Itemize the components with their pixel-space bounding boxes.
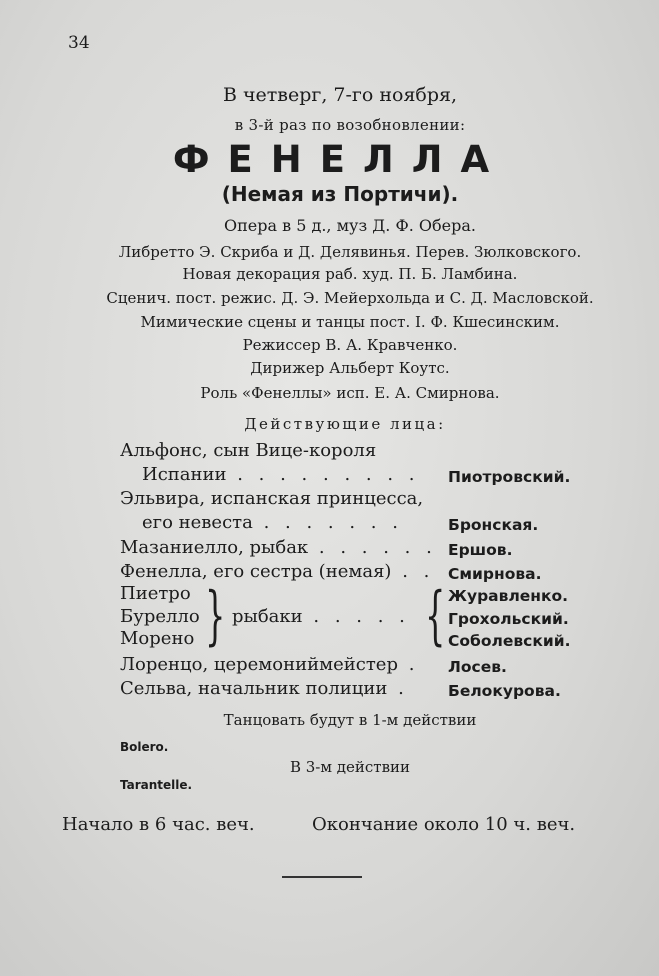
- dot-leader: .: [387, 678, 409, 699]
- dance-act3-line: В 3-м действии: [289, 758, 411, 776]
- revival-line: в 3-й раз по возобновлении:: [234, 116, 466, 134]
- cast-role-elvira-text: его невеста: [142, 512, 253, 533]
- credit-decor: Новая декорация раб. худ. П. Б. Ламбина.: [182, 265, 518, 283]
- dot-leader: . . . . . .: [308, 537, 437, 558]
- cast-role-fishermen-text: рыбаки: [232, 606, 303, 627]
- cast-actor-masaniello: Ершов.: [448, 541, 513, 559]
- cast-role-pietro: Пиетро: [120, 583, 191, 604]
- dance-act3-name: Tarantelle.: [120, 778, 193, 792]
- credit-opera: Опера в 5 д., муз Д. Ф. Обера.: [224, 216, 476, 235]
- cast-role-selva-text: Сельва, начальник полиции: [120, 678, 388, 699]
- cast-actor-lorenzo: Лосев.: [448, 658, 507, 676]
- dance-act1-line: Танцовать будут в 1-м действии: [223, 711, 477, 729]
- cast-heading: Действующие лица:: [244, 415, 446, 433]
- cast-actor-moreno: Соболевский.: [448, 632, 571, 650]
- cast-role-masaniello-text: Мазаниелло, рыбак: [120, 537, 309, 558]
- brace-right: {: [425, 579, 446, 653]
- cast-role-fenella-text: Фенелла, его сестра (немая): [120, 561, 392, 582]
- cast-role-moreno: Морено: [120, 628, 195, 649]
- cast-role-lorenzo-text: Лоренцо, церемониймейстер: [120, 654, 398, 675]
- dot-leader: . . . . . . .: [252, 512, 403, 533]
- credit-conductor: Дирижер Альберт Коутс.: [250, 359, 450, 377]
- opera-subtitle: (Немая из Портичи).: [221, 182, 459, 206]
- cast-actor-fenella: Смирнова.: [448, 565, 542, 583]
- credit-staging: Сценич. пост. режис. Д. Э. Мейерхольда и С. Д. Масловской.: [106, 289, 594, 307]
- dot-leader: .: [397, 654, 420, 675]
- cast-actor-elvira: Бронская.: [448, 516, 539, 534]
- cast-role-lorenzo: [120, 654, 419, 675]
- cast-role-fenella: [120, 561, 434, 582]
- cast-role-selva: [120, 678, 409, 699]
- cast-actor-borella: Грохольский.: [448, 610, 569, 628]
- cast-actor-pietro: Журавленко.: [448, 587, 569, 605]
- brace-left: }: [205, 579, 226, 653]
- credit-director: Режиссер В. А. Кравченко.: [242, 336, 458, 354]
- cast-role-elvira-cont: [142, 512, 403, 533]
- page-number: 34: [68, 33, 90, 53]
- dot-leader: . . . . .: [302, 606, 410, 627]
- divider-rule: [282, 876, 362, 878]
- cast-role-elvira: Эльвира, испанская принцесса,: [120, 488, 424, 509]
- cast-actor-alfonso: Пиотровский.: [448, 468, 571, 486]
- cast-role-alfonso: Альфонс, сын Вице-короля: [120, 440, 377, 461]
- cast-role-alfonso-cont: [142, 464, 420, 485]
- end-time: Окончание около 10 ч. веч.: [312, 814, 576, 835]
- cast-role-fishermen: [232, 606, 410, 627]
- start-time: Начало в 6 час. веч.: [62, 814, 255, 835]
- dance-act1-name: Bolero.: [120, 740, 169, 754]
- dot-leader: . . . . . . . . .: [226, 464, 420, 485]
- cast-actor-selva: Белокурова.: [448, 682, 561, 700]
- cast-role-masaniello: [120, 537, 437, 558]
- credit-libretto: Либретто Э. Скриба и Д. Делявинья. Перев. Зюлковского.: [118, 243, 582, 261]
- opera-title: ФЕНЕЛЛА: [172, 138, 508, 181]
- credit-fenella-role: Роль «Фенеллы» исп. Е. А. Смирнова.: [200, 384, 500, 402]
- cast-role-borella: Бурелло: [120, 606, 200, 627]
- dot-leader: . .: [391, 561, 435, 582]
- credit-dances: Мимические сцены и танцы пост. I. Ф. Кшесинским.: [140, 313, 560, 331]
- date-line: В четверг, 7-го ноября,: [222, 84, 458, 106]
- cast-role-alfonso-text: Испании: [142, 464, 227, 485]
